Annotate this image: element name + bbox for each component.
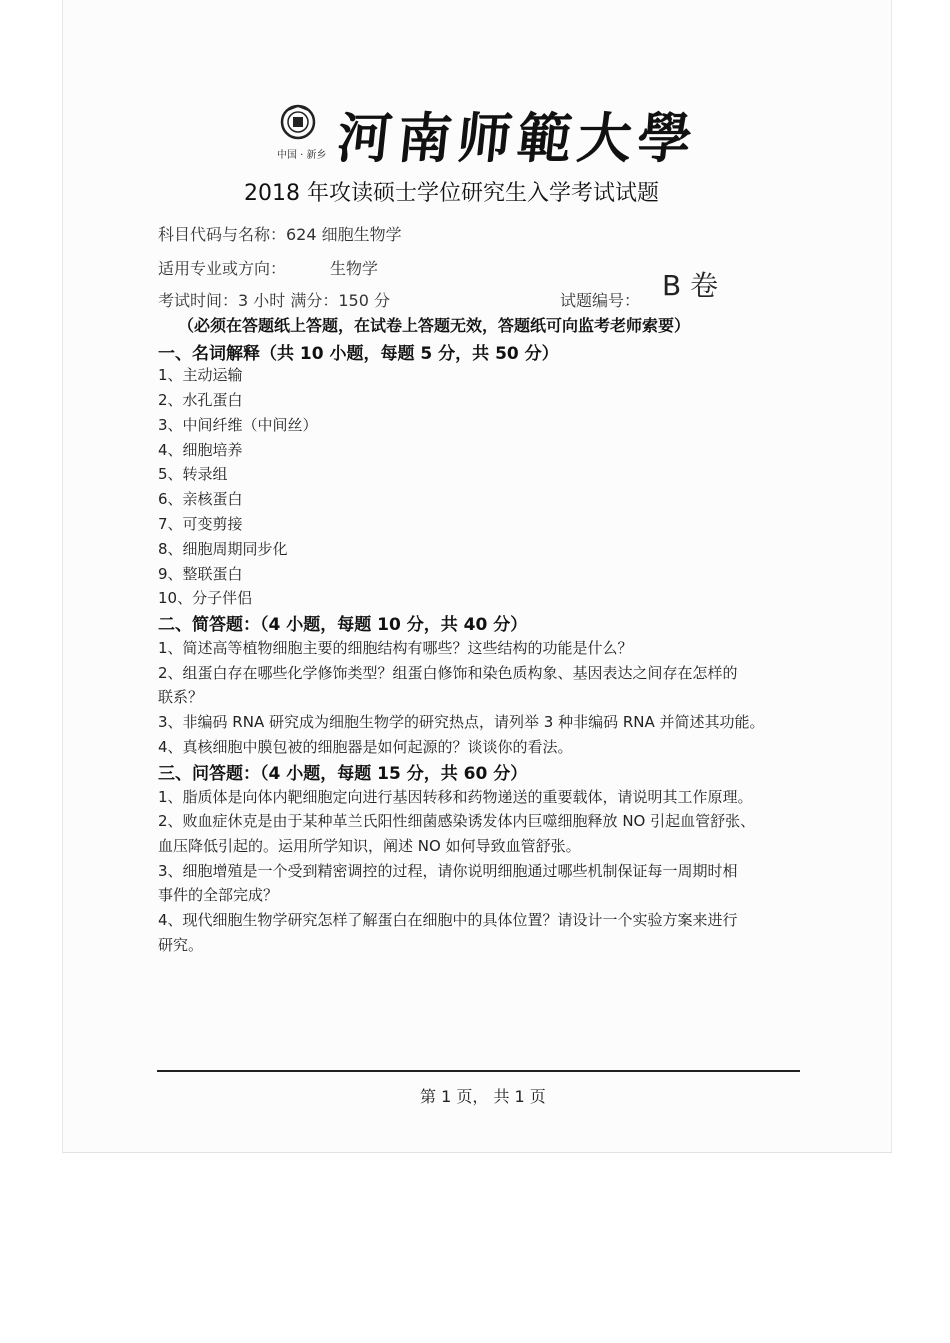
major-label: 适用专业或方向： (158, 259, 287, 278)
time-score-line: 考试时间：3 小时 满分：150 分 (158, 291, 390, 310)
question-item: 1、主动运输 (158, 366, 243, 384)
major-value: 生物学 (330, 259, 379, 278)
section-title: 一、名词解释（共 10 小题，每题 5 分，共 50 分） (158, 344, 559, 364)
question-item: 1、脂质体是向体内靶细胞定向进行基因转移和药物递送的重要载体，请说明其工作原理。 (158, 788, 753, 806)
question-item: 研究。 (158, 936, 204, 954)
question-item: 1、简述高等植物细胞主要的细胞结构有哪些？这些结构的功能是什么？ (158, 639, 633, 657)
exam-title: 2018 年攻读硕士学位研究生入学考试试题 (244, 181, 659, 206)
question-item: 3、中间纤维（中间丝） (158, 416, 318, 434)
question-item: 3、细胞增殖是一个受到精密调控的过程，请你说明细胞通过哪些机制保证每一周期时相 (158, 862, 738, 880)
logo-caption: 中国 · 新乡 (277, 150, 327, 161)
paper-number-label: 试题编号： (560, 291, 641, 310)
question-item: 2、组蛋白存在哪些化学修饰类型？组蛋白修饰和染色质构象、基因表达之间存在怎样的 (158, 664, 738, 682)
question-item: 6、亲核蛋白 (158, 490, 243, 508)
question-item: 3、非编码 RNA 研究成为细胞生物学的研究热点，请列举 3 种非编码 RNA 并简述其功能。 (158, 713, 765, 731)
question-item: 8、细胞周期同步化 (158, 540, 288, 558)
question-item: 事件的全部完成？ (158, 886, 279, 904)
section-title: 二、简答题：（4 小题，每题 10 分，共 40 分） (158, 615, 528, 635)
question-item: 2、败血症休克是由于某种革兰氏阳性细菌感染诱发体内巨噬细胞释放 NO 引起血管舒张、 (158, 812, 756, 830)
question-item: 7、可变剪接 (158, 515, 243, 533)
university-seal-icon (280, 104, 316, 140)
question-item: 9、整联蛋白 (158, 565, 243, 583)
page-number: 第 1 页， 共 1 页 (420, 1087, 546, 1106)
subject-line: 科目代码与名称：624 细胞生物学 (158, 225, 402, 244)
question-item: 4、现代细胞生物学研究怎样了解蛋白在细胞中的具体位置？请设计一个实验方案来进行 (158, 911, 738, 929)
section-title: 三、问答题：（4 小题，每题 15 分，共 60 分） (158, 764, 528, 784)
question-item: 10、分子伴侣 (158, 589, 253, 607)
question-item: 联系？ (158, 688, 204, 706)
university-name-logo: 河南师範大學 (334, 106, 701, 170)
question-item: 4、细胞培养 (158, 441, 243, 459)
footer-divider (157, 1070, 800, 1072)
question-item: 2、水孔蛋白 (158, 391, 243, 409)
question-item: 5、转录组 (158, 465, 228, 483)
answer-notice: （必须在答题纸上答题，在试卷上答题无效，答题纸可向监考老师索要） (178, 316, 691, 335)
paper-version-mark: B 卷 (662, 269, 719, 302)
question-item: 血压降低引起的。运用所学知识，阐述 NO 如何导致血管舒张。 (158, 837, 581, 855)
question-item: 4、真核细胞中膜包被的细胞器是如何起源的？谈谈你的看法。 (158, 738, 573, 756)
